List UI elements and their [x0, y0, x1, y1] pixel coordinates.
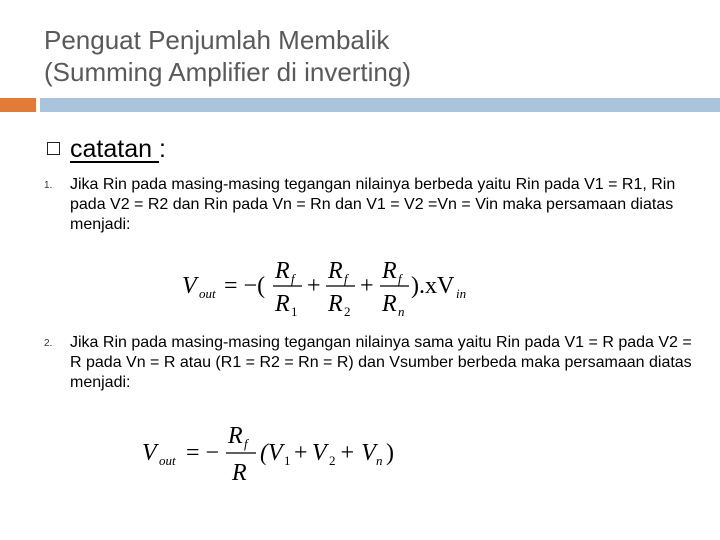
equation-1-svg: [180, 248, 480, 324]
square-bullet-icon: [47, 142, 60, 155]
eq2-lhs-sub: out: [159, 453, 176, 468]
eq1-term2-den: R: [328, 291, 343, 317]
equation-2-svg: [140, 418, 410, 488]
eq1-term3-den: R: [382, 291, 397, 317]
eq1-term3-den-sub: n: [398, 304, 405, 319]
heading-colon: :: [158, 135, 166, 163]
item-text-2: Jika Rin pada masing-masing tegangan nilainya sama yaitu Rin pada V1 = R pada V2 = R pada Vn = R atau (R1 = R2 = Rn = R) dan Vsumber berbeda maka persamaan diatas menjadi:: [70, 334, 692, 391]
eq1-lhs: V: [182, 273, 197, 299]
eq1-term2-num: R: [328, 258, 343, 284]
eq2-v3: + V: [339, 440, 376, 466]
eq2-v2-sub: 2: [329, 453, 336, 468]
eq1-tail: ).xV: [411, 273, 455, 299]
eq2-open: (V: [260, 440, 283, 466]
eq1-term1-den: R: [275, 291, 290, 317]
eq2-equals: = −: [186, 440, 220, 466]
eq1-tail-sub: in: [456, 286, 467, 301]
accent-bar-orange: [0, 98, 36, 112]
title-line-1: Penguat Penjumlah Membalik: [44, 25, 390, 55]
eq1-lhs-sub: out: [199, 286, 216, 301]
eq2-lhs: V: [142, 440, 157, 466]
eq2-den: R: [232, 460, 247, 486]
title-line-2: (Summing Amplifier di inverting): [44, 57, 412, 87]
eq2-plus: +: [294, 440, 308, 466]
heading-text: catatan: [70, 135, 159, 163]
eq2-v2: V: [312, 440, 327, 466]
slide-title: [44, 24, 684, 88]
eq1-plus-2: +: [360, 273, 374, 299]
section-heading: [70, 134, 166, 164]
eq1-term3-num-sub: f: [398, 271, 402, 286]
equation-1: [180, 248, 480, 329]
accent-bar-blue: [40, 98, 720, 112]
eq1-plus-1: +: [307, 273, 321, 299]
equation-2: [140, 418, 410, 493]
eq2-num-sub: f: [244, 436, 248, 451]
eq1-term3-num: R: [382, 258, 397, 284]
eq1-equals: = −(: [224, 273, 266, 299]
eq2-v1-sub: 1: [284, 453, 291, 468]
eq1-term1-num-sub: f: [291, 271, 295, 286]
eq1-term2-num-sub: f: [344, 271, 348, 286]
eq2-num: R: [228, 423, 243, 449]
eq1-term2-den-sub: 2: [344, 304, 351, 319]
item-number-2: 2.: [44, 338, 53, 349]
eq1-term1-den-sub: 1: [291, 304, 298, 319]
item-number-1: 1.: [44, 180, 53, 191]
eq1-term1-num: R: [275, 258, 290, 284]
eq2-v3-sub: n: [376, 453, 383, 468]
item-text-1: Jika Rin pada masing-masing tegangan nilainya berbeda yaitu Rin pada V1 = R1, Rin pada V2 = R2 dan Rin pada Vn = Rn dan V1 = V2 =Vn = Vin maka persamaan diatas menjadi:: [70, 176, 676, 233]
eq2-close: ): [386, 440, 394, 466]
